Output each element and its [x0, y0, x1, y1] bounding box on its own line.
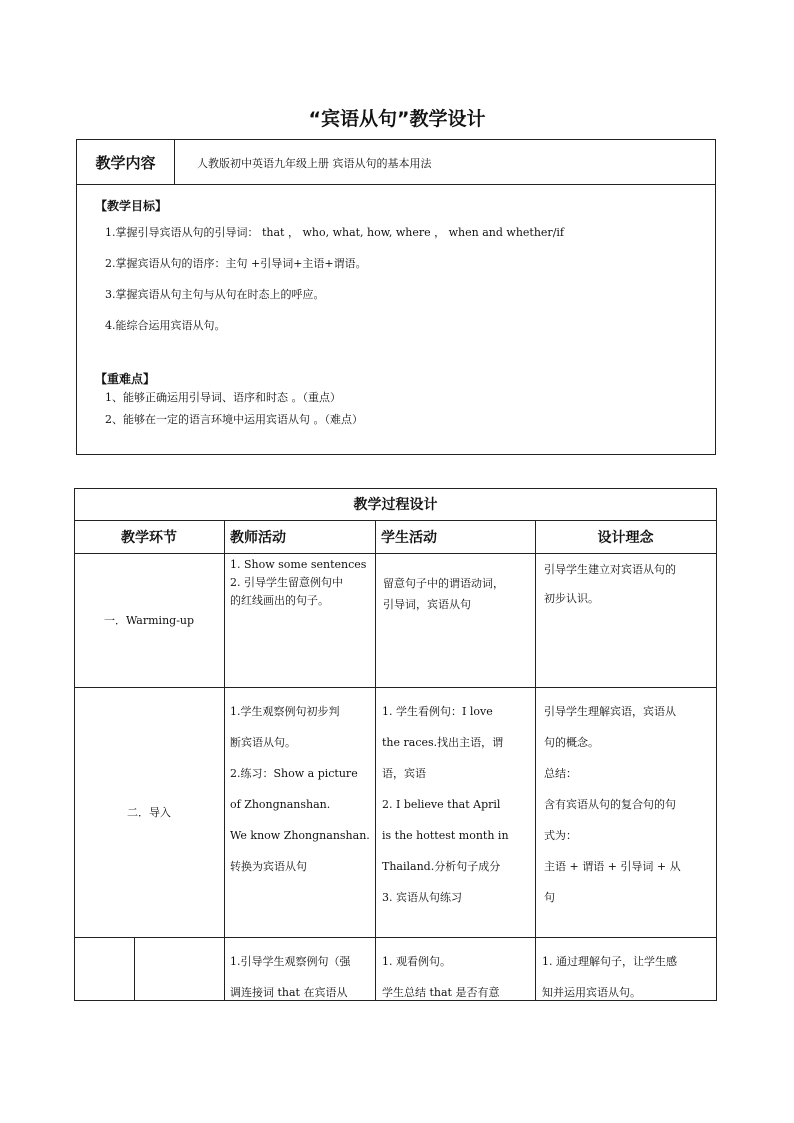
step-cell: 二．导入 — [127, 806, 171, 819]
content-label: 教学内容 — [77, 140, 175, 184]
teacher-cell — [230, 696, 375, 882]
col-header-teacher: 教师活动 — [230, 529, 286, 546]
student-line: 学生总结 that 是否有意 — [382, 986, 500, 999]
content-box — [76, 139, 716, 455]
concept-line: 主语 + 谓语 + 引导词 + 从 — [544, 860, 681, 873]
student-line: 3. 宾语从句练习 — [382, 891, 462, 904]
teacher-line: 2.练习：Show a picture — [230, 767, 358, 780]
student-line: 1. 学生看例句：I love — [382, 705, 493, 718]
concept-line: 1. 通过理解句子，让学生感 — [542, 955, 677, 968]
teacher-line: We know Zhongnanshan. — [230, 829, 370, 842]
content-header-row — [77, 140, 715, 185]
teacher-line: 1.引导学生观察例句（强 — [230, 955, 351, 968]
teacher-line: 2. 引导学生留意例句中 — [230, 576, 343, 589]
content-value: 人教版初中英语九年级上册 宾语从句的基本用法 — [197, 157, 432, 170]
student-cell — [382, 696, 535, 913]
student-cell — [383, 576, 533, 612]
concept-line: 句 — [544, 891, 555, 904]
process-title: 教学过程设计 — [353, 497, 438, 513]
keypoints-heading: 【重难点】 — [95, 372, 156, 386]
teacher-cell — [230, 946, 375, 1008]
concept-line: 初步认识。 — [544, 592, 599, 605]
student-cell — [382, 946, 535, 1008]
teacher-line: 调连接词 that 在宾语从 — [230, 986, 348, 999]
concept-line: 总结： — [544, 767, 577, 780]
objective-item: 4.能综合运用宾语从句。 — [105, 319, 226, 332]
objectives-heading: 【教学目标】 — [95, 199, 168, 213]
concept-cell — [544, 696, 716, 913]
keypoint-item: 1、能够正确运用引导词、语序和时态 。（重点） — [105, 391, 341, 404]
concept-cell — [544, 562, 716, 606]
student-line: Thailand.分析句子成分 — [382, 860, 501, 873]
student-line: is the hottest month in — [382, 829, 509, 842]
student-line: 2. I believe that April — [382, 798, 501, 811]
teacher-line: 的红线画出的句子。 — [230, 594, 329, 607]
student-line: 语，宾语 — [382, 767, 426, 780]
concept-line: 式为： — [544, 829, 577, 842]
col-header-concept: 设计理念 — [597, 529, 654, 546]
student-line: 留意句子中的谓语动词， — [383, 577, 504, 590]
document-title: “宾语从句”教学设计 — [308, 108, 486, 130]
col-header-step: 教学环节 — [121, 529, 177, 546]
teacher-cell — [230, 557, 372, 608]
objective-item: 1.掌握引导宾语从句的引导词： that ， who, what, how, where ， when and whether/if — [105, 226, 564, 239]
keypoint-item: 2、能够在一定的语言环境中运用宾语从句 。（难点） — [105, 413, 363, 426]
concept-line: 句的概念。 — [544, 736, 599, 749]
concept-cell — [542, 946, 716, 1008]
col-header-student: 学生活动 — [381, 529, 437, 546]
teacher-line: 断宾语从句。 — [230, 736, 296, 749]
teacher-line: 1.学生观察例句初步判 — [230, 705, 340, 718]
objective-item: 2.掌握宾语从句的语序：主句 +引导词+主语+谓语。 — [105, 257, 367, 270]
teacher-line: 1. Show some sentences — [230, 558, 367, 571]
teacher-line: of Zhongnanshan. — [230, 798, 331, 811]
process-table — [74, 488, 717, 1001]
concept-line: 含有宾语从句的复合句的句 — [544, 798, 676, 811]
student-line: 引导词，宾语从句 — [383, 598, 471, 611]
teacher-line: 转换为宾语从句 — [230, 860, 307, 873]
concept-line: 引导学生理解宾语，宾语从 — [544, 705, 676, 718]
student-line: 1. 观看例句。 — [382, 955, 451, 968]
student-line: the races.找出主语，谓 — [382, 736, 504, 749]
objective-item: 3.掌握宾语从句主句与从句在时态上的呼应。 — [105, 288, 325, 301]
concept-line: 引导学生建立对宾语从句的 — [544, 563, 676, 576]
step-cell: 一．Warming-up — [103, 614, 195, 627]
concept-line: 知并运用宾语从句。 — [542, 986, 641, 999]
